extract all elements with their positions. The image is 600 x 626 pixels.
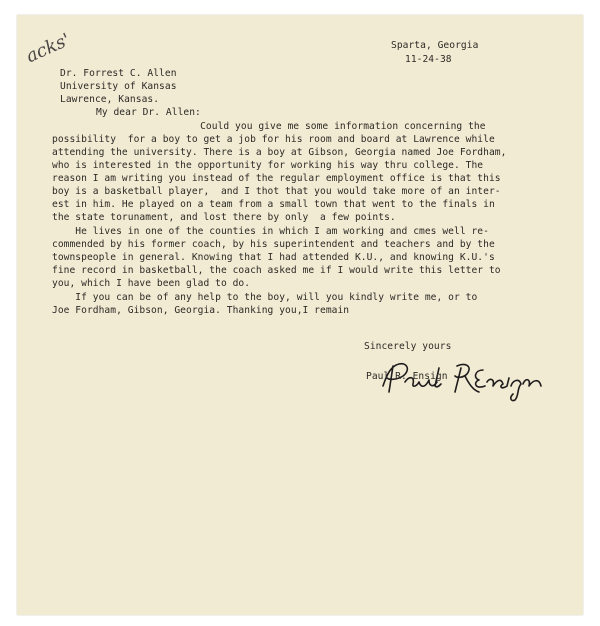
body-line: townspeople in general. Knowing that I had attended K.U., and knowing K.U.'s: [52, 252, 495, 263]
handwritten-annotation: acks': [23, 29, 74, 68]
body-line: fine record in basketball, the coach asked me if I would write this letter to: [52, 265, 501, 276]
letter-date: 11-24-38: [405, 54, 452, 65]
body-line: boy is a basketball player, and I thot that you would take more of an inter-: [52, 186, 501, 197]
recipient-name: Dr. Forrest C. Allen: [60, 68, 177, 79]
recipient-institution: University of Kansas: [60, 81, 177, 92]
body-line: est in him. He played on a team from a small town that went to the finals in: [52, 199, 495, 210]
body-line: reason I am writing you instead of the regular employment office is that this: [52, 173, 501, 184]
salutation: My dear Dr. Allen:: [96, 107, 201, 118]
body-line: the state torunament, and lost there by only a few points.: [52, 212, 396, 223]
body-line: attending the university. There is a boy at Gibson, Georgia named Joe Fordham,: [52, 147, 507, 158]
body-line: who is interested in the opportunity for working his way thru college. The: [52, 160, 484, 171]
body-line: you, which I have been glad to do.: [52, 278, 251, 289]
body-line: commended by his former coach, by his superintendent and teachers and by the: [52, 239, 495, 250]
typed-signature-name: Paul R. Ensign: [366, 371, 448, 382]
recipient-city: Lawrence, Kansas.: [60, 94, 160, 105]
body-line: Could you give me some information concerning the: [136, 121, 486, 132]
body-line: He lives in one of the counties in which I am working and cmes well re-: [52, 226, 489, 237]
body-line: possibility for a boy to get a job for his room and board at Lawrence while: [52, 134, 495, 145]
letter-place: Sparta, Georgia: [391, 40, 479, 51]
closing: Sincerely yours: [364, 341, 452, 352]
body-line: If you can be of any help to the boy, will you kindly write me, or to: [52, 292, 478, 303]
body-line: Joe Fordham, Gibson, Georgia. Thanking you,I remain: [52, 305, 350, 316]
